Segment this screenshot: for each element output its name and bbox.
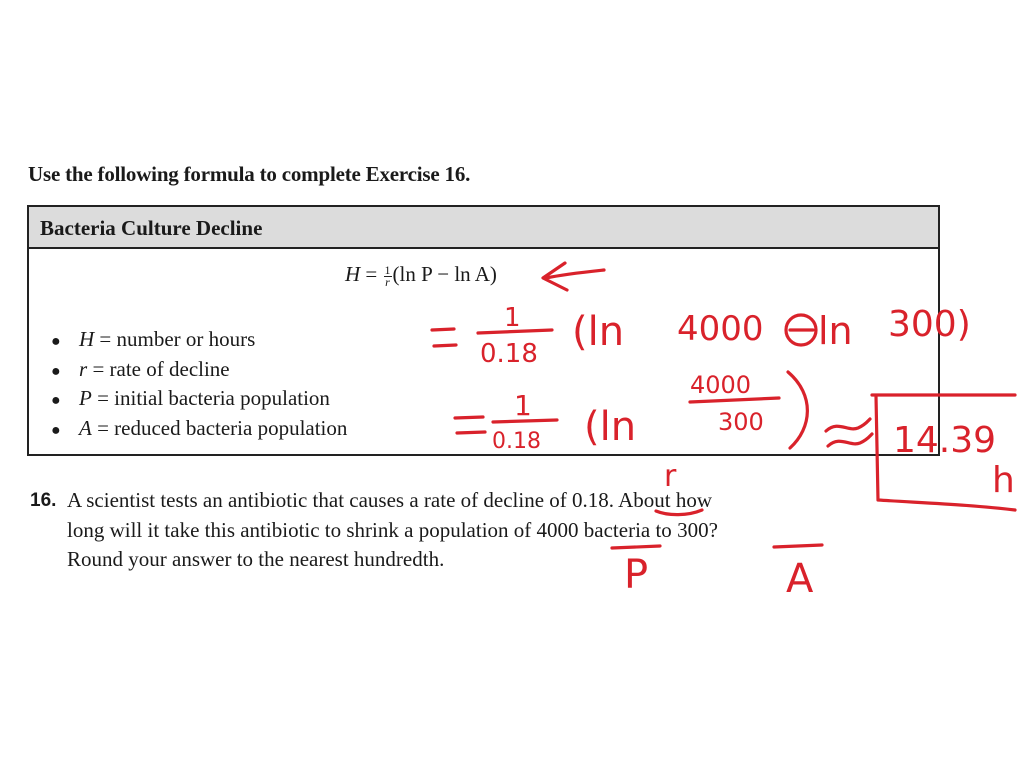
variable-description: = reduced bacteria population <box>97 415 348 440</box>
formula-box <box>27 205 940 456</box>
list-item <box>51 384 347 414</box>
variable-symbol: H <box>79 327 95 351</box>
formula-frac-den: r <box>385 274 390 289</box>
exercise-text: long will it take this antibiotic to shrink a population of <box>67 517 537 542</box>
formula-frac-num: 1 <box>384 262 391 277</box>
list-item <box>51 414 347 444</box>
list-item <box>51 325 347 355</box>
exercise-text: . About how <box>608 488 713 512</box>
exercise-intro: Use the following formula to complete Exercise 16. <box>28 162 471 186</box>
exercise-line-1 <box>67 486 712 516</box>
variable-symbol: A <box>79 415 92 440</box>
answer-value: 14.39 <box>893 420 997 461</box>
formula <box>345 262 497 288</box>
variable-list <box>51 325 347 443</box>
formula-rhs: (ln P − ln A) <box>392 262 497 286</box>
list-item <box>51 355 347 385</box>
bullet-icon: ● <box>51 362 61 380</box>
initial-value: 4000 <box>536 517 579 542</box>
bullet-icon: ● <box>51 333 61 350</box>
underline-reduced <box>774 545 822 547</box>
line2-bottom: 300 <box>718 408 764 436</box>
exercise-line-3: Round your answer to the nearest hundredth. <box>67 547 445 571</box>
label-reduced: A <box>786 556 814 602</box>
line2-num: 1 <box>514 389 532 422</box>
answer-unit: h <box>992 460 1015 501</box>
formula-box-title: Bacteria Culture Decline <box>29 207 938 249</box>
label-rate: r <box>664 459 677 494</box>
bullet-icon: ● <box>51 421 61 439</box>
underline-initial <box>612 546 660 548</box>
variable-description: = rate of decline <box>92 356 230 381</box>
exercise-text: ? <box>708 517 718 542</box>
rate-value: 0.18 <box>572 488 609 512</box>
bullet-icon: ● <box>51 392 61 409</box>
variable-description: = number or hours <box>99 327 256 351</box>
variable-symbol: r <box>79 356 88 381</box>
exercise-text: A scientist tests an antibiotic that causes a rate of decline of <box>67 488 573 512</box>
variable-symbol: P <box>79 386 92 410</box>
exercise-number: 16. <box>30 490 57 511</box>
line2-den: 0.18 <box>492 429 541 454</box>
line1-c: 300) <box>888 304 971 345</box>
line1-open: (ln <box>572 309 625 355</box>
line2-open: (ln <box>584 404 637 450</box>
exercise-text: bacteria to <box>578 517 678 542</box>
formula-equals: = <box>365 262 378 286</box>
line1-b: ln <box>818 309 853 353</box>
label-initial: P <box>624 552 649 598</box>
exercise-line-2 <box>67 516 718 546</box>
formula-lhs: H <box>345 262 361 286</box>
variable-description: = initial bacteria population <box>97 386 330 410</box>
line1-num: 1 <box>504 303 521 333</box>
line2-top: 4000 <box>690 371 752 399</box>
reduced-value: 300 <box>677 517 709 542</box>
formula-fraction <box>384 262 392 289</box>
line1-a: 4000 <box>677 309 764 349</box>
line1-den: 0.18 <box>480 339 538 369</box>
